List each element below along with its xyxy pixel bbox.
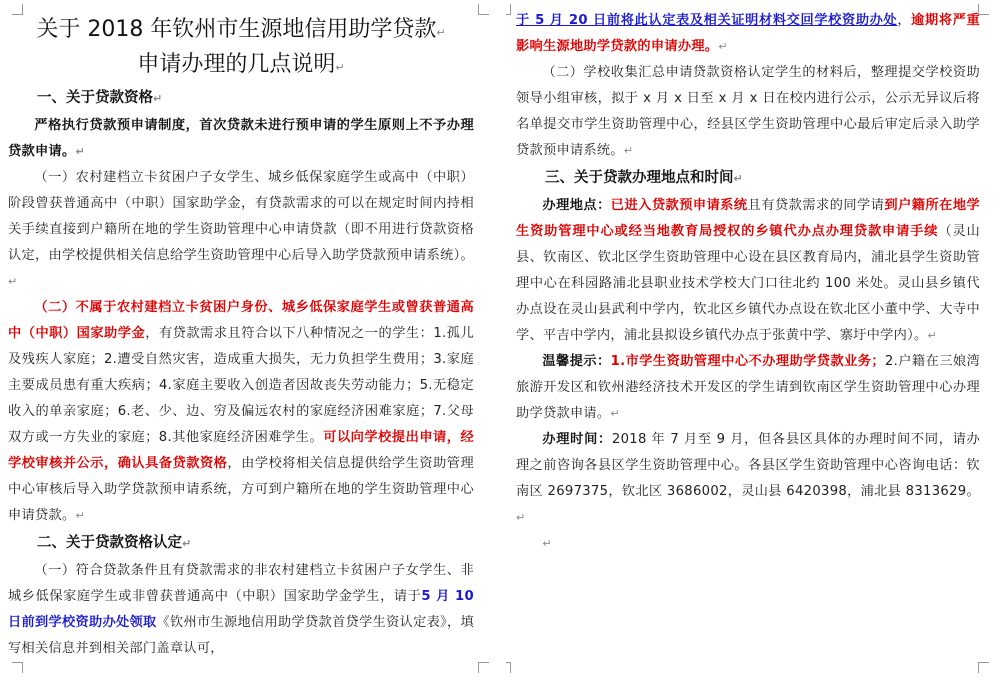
- highlight-red: 1.市学生资助管理中心不办理助学贷款业务；: [610, 354, 885, 369]
- section-heading-3: [516, 164, 980, 193]
- highlight-red: 不属于农村建档立卡贫困户身份、城乡低保家庭学生或曾获普通高中（中职）国家助学金: [8, 300, 475, 341]
- highlight-red: 到户籍所在地学生资助管理中心或经当地教育局授权的乡镇代办点办理贷款申请手续: [516, 198, 980, 239]
- item-text: （一）农村建档立卡贫困户子女学生、城乡低保家庭学生或高中（中职）阶段曾获普通高中（中职）国家助学金，有贷款需求的可以在规定时间内持相关手续直接到户籍所在地的学生资助管理中心申请贷款（即不用进行贷款资格认定，由学校提供相关信息给学生资助管理中心后导入助学贷款预申请系统）。: [8, 170, 474, 263]
- title-line-2: 申请办理的几点说明: [137, 52, 336, 77]
- paragraph-mark: ↵: [75, 509, 85, 522]
- section2-item2: [516, 60, 980, 164]
- section2-item1-start: [8, 558, 474, 662]
- time-paragraph: [516, 427, 980, 531]
- paragraph-mark: ↵: [718, 40, 728, 53]
- item-text: 且有贷款需求的同学请: [747, 198, 885, 213]
- section-heading-1: [8, 84, 474, 113]
- tip-label: 温馨提示：: [542, 354, 611, 369]
- paragraph-mark: ↵: [927, 329, 938, 342]
- paragraph-mark: ↵: [623, 144, 634, 157]
- rule-text: 严格执行贷款预申请制度，首次贷款未进行预申请的学生原则上不予办理贷款申请。: [8, 118, 474, 159]
- paragraph-mark: ↵: [75, 145, 85, 158]
- title-line-1: 关于 2018 年钦州市生源地信用助学贷款: [36, 17, 437, 42]
- highlight-red: 逾期将严重影响生源地助学贷款的申请办理。: [516, 13, 980, 54]
- paragraph-mark: ↵: [610, 407, 620, 420]
- paragraph-mark: ↵: [516, 511, 526, 524]
- tip-paragraph: [516, 349, 980, 427]
- paragraph-mark: ↵: [733, 172, 743, 185]
- item-text: （灵山县、钦南区、钦北区学生资助管理中心设在县区教育局内，浦北县学生资助管理中心在科园路浦北县职业技术学校大门口往北约 100 米处。灵山县乡镇代办点设在灵山县武利中学内，钦北区乡镇代办点设在钦北区小董中学、大寺中学、平吉中学内，浦北县拟设乡镇代办点于张黄中学、寨圩中学内）。: [516, 224, 981, 343]
- paragraph-mark: ↵: [542, 537, 552, 550]
- page-gutter: [494, 0, 506, 681]
- rule-paragraph: [8, 113, 474, 165]
- document-title: [8, 14, 474, 84]
- item-text: ，由学校将相关信息提供给学生资助管理中心审核后导入助学贷款预申请系统，方可到户籍所在地的学生资助管理中心申请贷款。: [8, 456, 474, 523]
- paragraph-mark: ↵: [153, 92, 163, 105]
- place-label: 办理地点：: [542, 198, 611, 213]
- highlight-blue: 5 月 10 日前到学校资助办处领取: [8, 589, 474, 630]
- section2-item1-continued: [516, 8, 980, 60]
- highlight-red: 可以向学校提出申请，经学校审核并公示，确认具备贷款资格: [8, 430, 474, 471]
- place-paragraph: [516, 193, 980, 349]
- paragraph-mark: ↵: [182, 537, 192, 550]
- right-column: [506, 0, 994, 681]
- item-text: 2.户籍在三娘湾旅游开发区和钦州港经济技术开发区的学生请到钦南区学生资助管理中心办理助学贷款申请。: [516, 354, 981, 421]
- section-heading-text: 三、关于贷款办理地点和时间: [545, 170, 734, 186]
- section-heading-text: 一、关于贷款资格: [37, 90, 153, 106]
- left-column: [0, 0, 494, 681]
- section1-item2: [8, 295, 474, 529]
- item-text: ，有贷款需求且符合以下八种情况之一的学生：1.孤儿及残疾人家庭；2.遭受自然灾害，造成重大损失，无力负担学生费用；3.家庭主要成员患有重大疾病；4.家庭主要收入创造者因故丧失劳动能力；5.无稳定收入的单亲家庭；6.老、少、边、穷及偏远农村的家庭经济困难家庭；7.父母双方或一方失业的家庭；8.其他家庭经济困难学生。: [8, 326, 474, 445]
- item-text: （二）学校收集汇总申请贷款资格认定学生的材料后，整理提交学校资助领导小组审核，拟于 x 月 x 日至 x 月 x 日在校内进行公示，公示无异议后将名单提交市学生资助管理中心，经县区学生资助管理中心最后审定后录入助学贷款预申请系统。: [516, 65, 980, 158]
- item-text: （一）符合贷款条件且有贷款需求的非农村建档立卡贫困户子女学生、非城乡低保家庭学生或非曾获普通高中（中职）国家助学金学生，请于: [8, 563, 474, 604]
- paragraph-mark: ↵: [436, 26, 446, 39]
- item-text-continued: 《钦州市生源地信用助学贷款首贷学生资认定表》，填写相关信息并到相关部门盖章认可，: [8, 615, 474, 656]
- paragraph-mark: ↵: [335, 61, 345, 74]
- paragraph-mark: ↵: [8, 275, 18, 288]
- empty-paragraph: [516, 531, 980, 557]
- time-label: 办理时间：: [542, 432, 612, 447]
- section-heading-text: 二、关于贷款资格认定: [37, 535, 182, 551]
- item-prefix: （二）: [34, 300, 76, 315]
- section-heading-2: [8, 529, 474, 558]
- item-text: 2018 年 7 月至 9 月，但各县区具体的办理时间不同，请办理之前咨询各县区学生资助管理中心。各县区学生资助管理中心咨询电话：钦南区 2697375，钦北区 3686002，灵山县 6420398，浦北县 8313629。: [516, 432, 981, 499]
- highlight-blue-underlined: 于 5 月 20 日前将此认定表及相关证明材料交回学校资助办处: [516, 13, 898, 28]
- item-text: ，: [897, 13, 912, 28]
- highlight-red: 已进入贷款预申请系统: [610, 198, 748, 213]
- section1-item1: [8, 165, 474, 295]
